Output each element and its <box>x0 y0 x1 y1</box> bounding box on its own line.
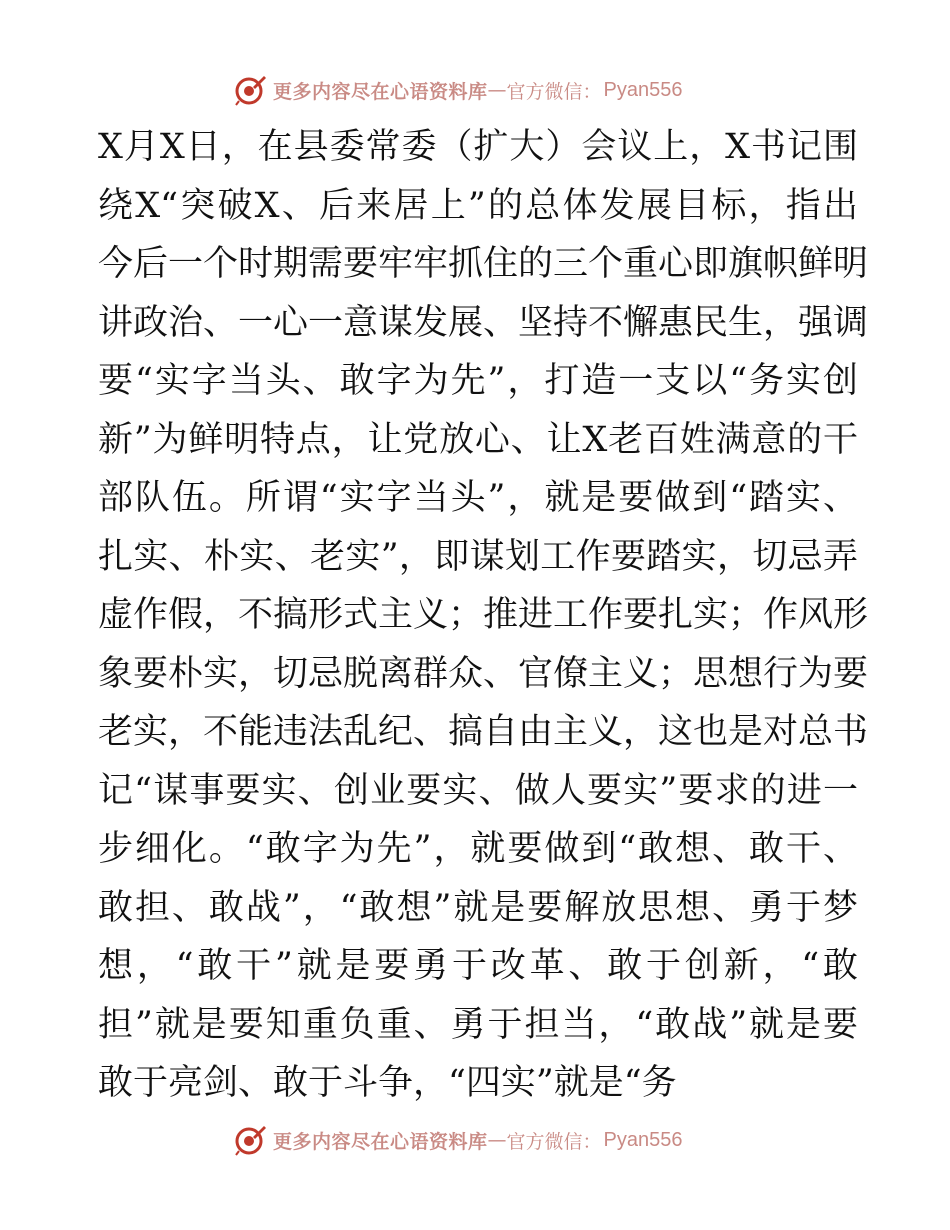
watermark-dash: — <box>487 79 507 101</box>
text-line: 想，“敢干”就是要勇于改革、敢于创新，“敢 <box>98 946 858 986</box>
text-line: X月X日，在县委常委（扩大）会议上，X书记围 <box>98 127 858 167</box>
text-line: 要“实字当头、敢字为先”，打造一支以“务实创 <box>98 361 858 401</box>
text-line: 讲政治、一心一意谋发展、坚持不懈惠民生，强调 <box>98 302 869 343</box>
text-line: 步细化。“敢字为先”，就要做到“敢想、敢干、 <box>98 829 858 869</box>
text-line: 部队伍。所谓“实字当头”，就是要做到“踏实、 <box>98 478 858 518</box>
watermark-channel: 官方微信： <box>506 1130 602 1153</box>
text-line: 老实，不能违法乱纪、搞自由主义，这也是对总书 <box>98 712 869 752</box>
text-line: 象要朴实，切忌脱离群众、官僚主义；思想行为要 <box>98 653 869 694</box>
text-line: 扎实、朴实、老实”，即谋划工作要踏实，切忌弄 <box>98 536 858 577</box>
pen-logo-icon <box>233 73 267 107</box>
text-line: 虚作假，不搞形式主义；推进工作要扎实；作风形 <box>98 595 869 635</box>
watermark-account: Pyan556 <box>603 78 683 101</box>
watermark-dash: — <box>487 1129 507 1151</box>
text-line: 担”就是要知重负重、勇于担当，“敢战”就是要 <box>98 1004 858 1045</box>
text-line: 敢于亮剑、敢于斗争，“四实”就是“务 <box>98 1063 677 1103</box>
watermark-account: Pyan556 <box>603 1128 683 1151</box>
watermark-brand: 更多内容尽在心语资料库 <box>273 80 488 103</box>
text-line: 绕X“突破X、后来居上”的总体发展目标，指出 <box>98 185 858 226</box>
text-line: 新”为鲜明特点，让党放心、让X老百姓满意的干 <box>98 419 858 460</box>
watermark-channel: 官方微信： <box>506 80 602 103</box>
text-line: 敢担、敢战”，“敢想”就是要解放思想、勇于梦 <box>98 887 858 928</box>
header-watermark <box>233 72 753 108</box>
watermark-brand: 更多内容尽在心语资料库 <box>273 1130 488 1153</box>
body-paragraph <box>98 118 869 1113</box>
text-line: 记“谋事要实、创业要实、做人要实”要求的进一 <box>98 770 858 811</box>
pen-logo-icon <box>233 1123 267 1157</box>
text-line: 今后一个时期需要牢牢抓住的三个重心即旗帜鲜明 <box>98 244 869 284</box>
footer-watermark <box>233 1122 753 1158</box>
